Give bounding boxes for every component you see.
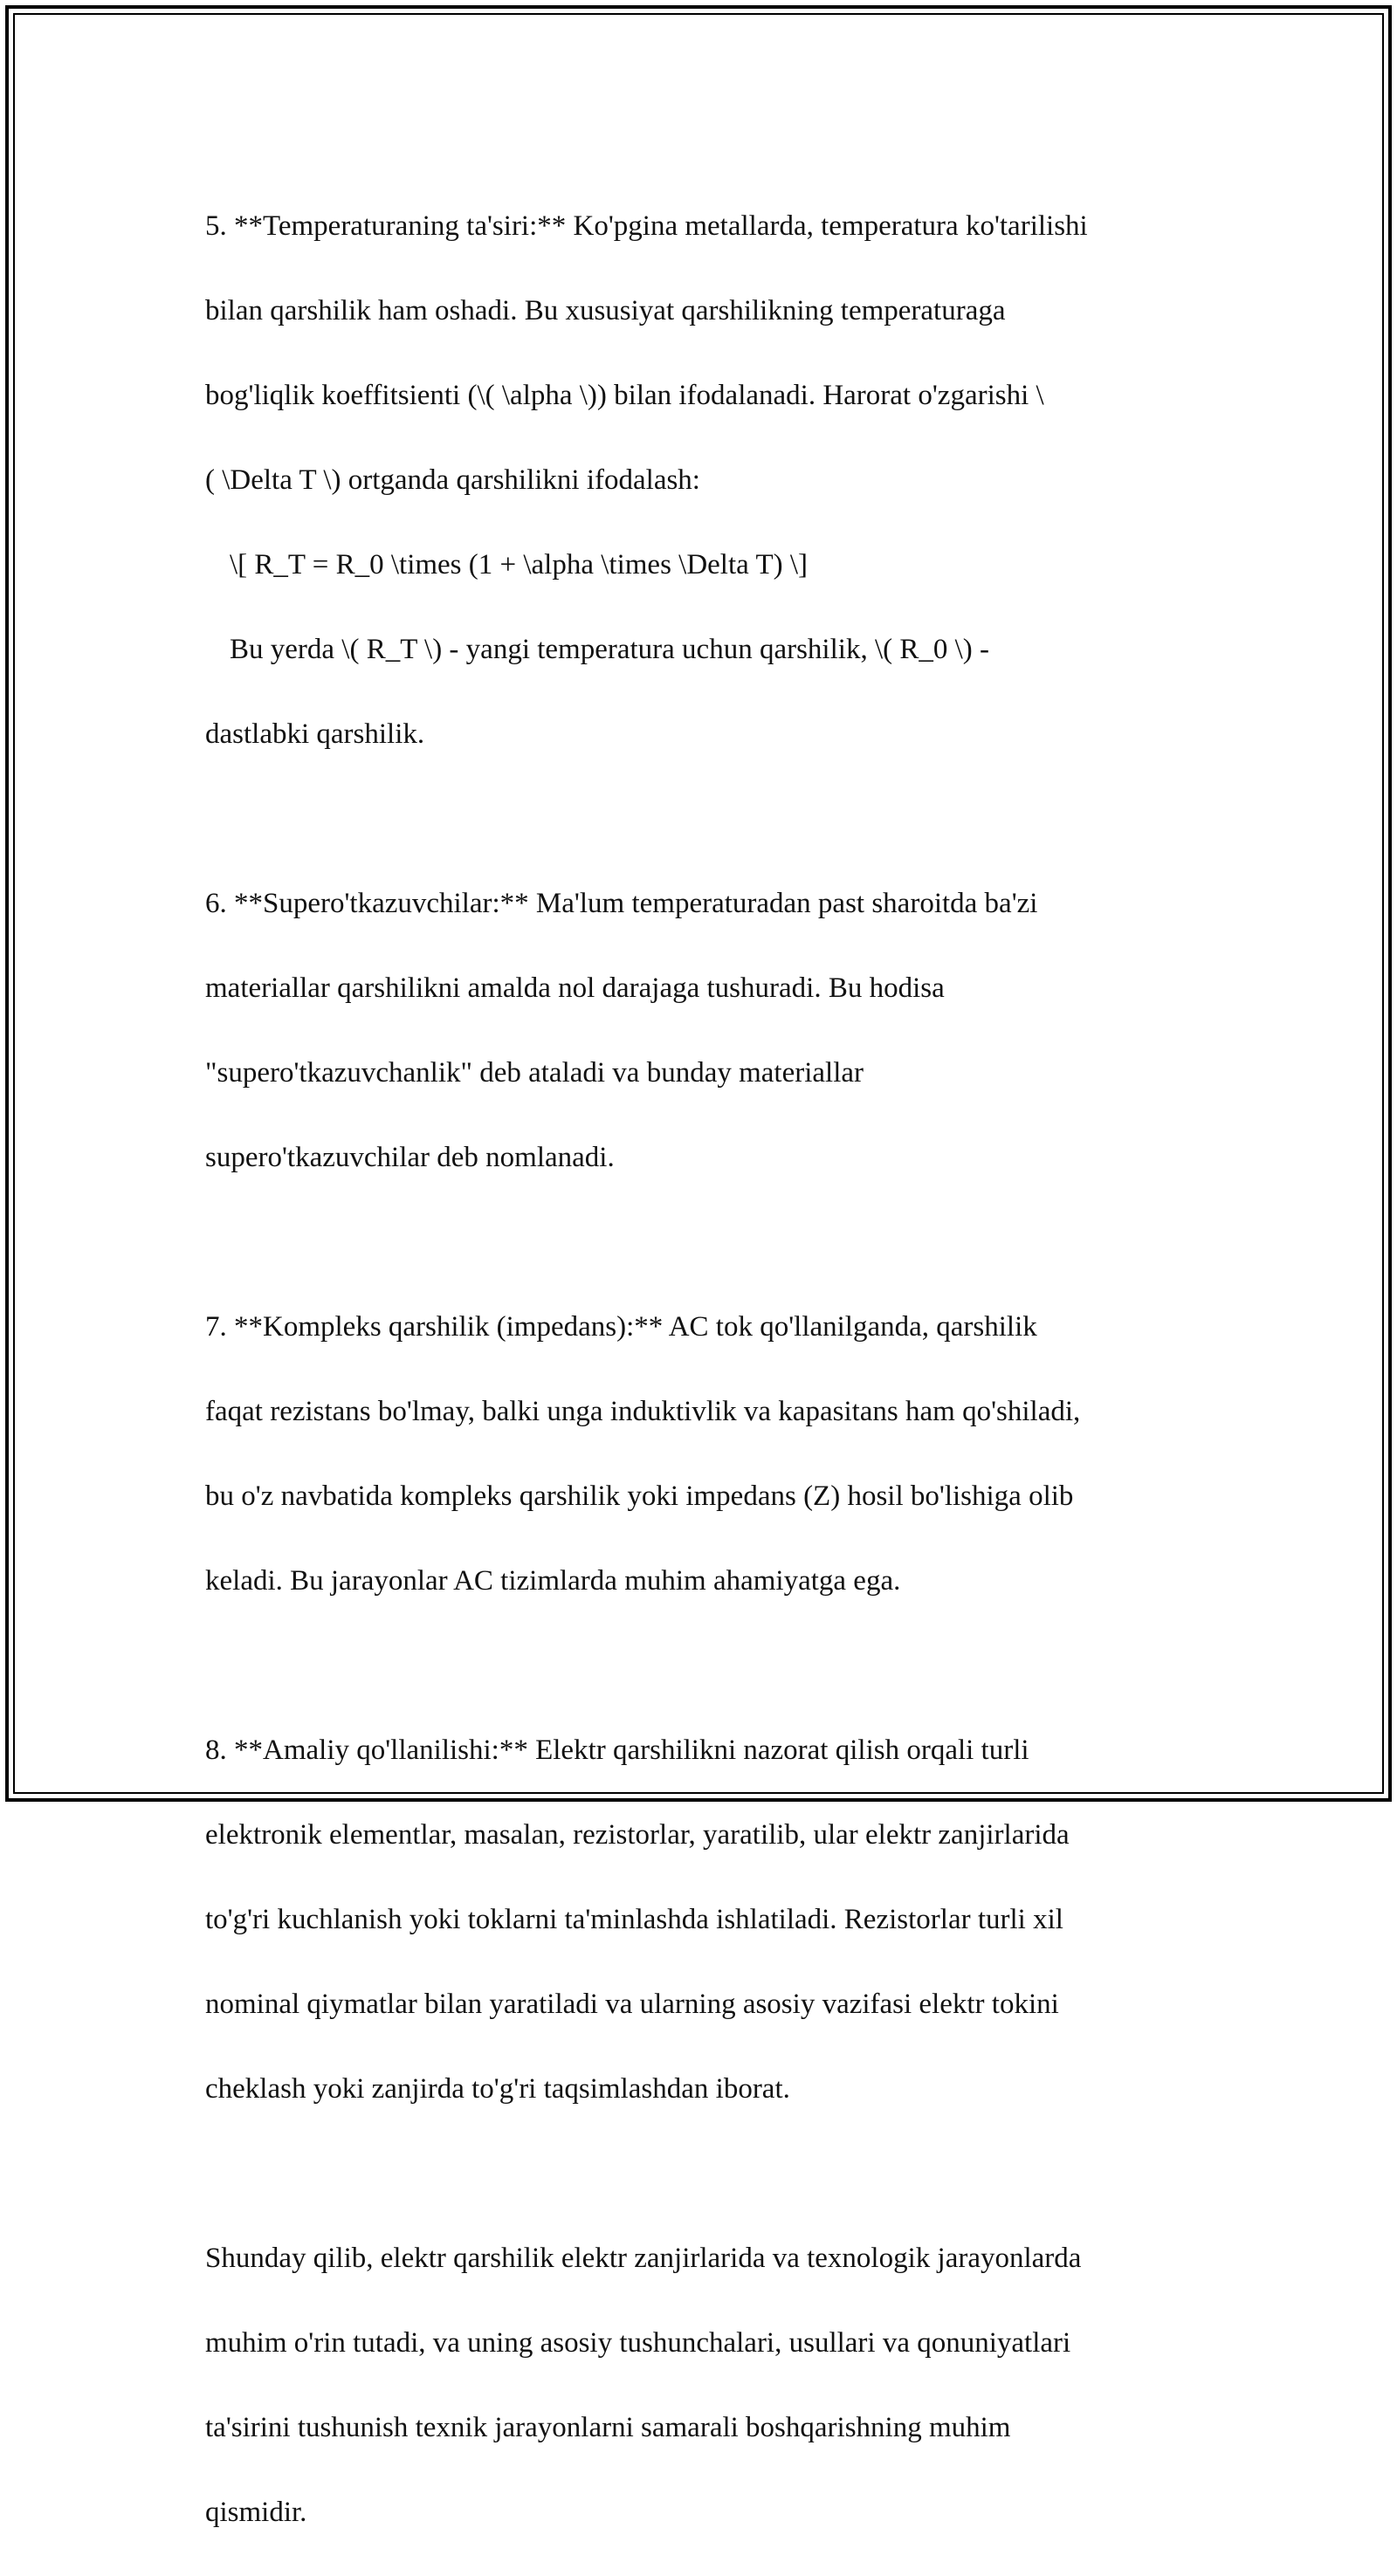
text-line: 7. **Kompleks qarshilik (impedans):** AC tok qo'llanilganda, qarshilik <box>205 1310 1037 1343</box>
text-line: faqat rezistans bo'lmay, balki unga induktivlik va kapasitans ham qo'shiladi, <box>205 1395 1081 1427</box>
section-practical-application <box>205 1686 1201 2153</box>
text-line: materiallar qarshilikni amalda nol darajaga tushuradi. Bu hodisa <box>205 972 945 1004</box>
text-line: 5. **Temperaturaning ta'siri:** Ko'pgina metallarda, temperatura ko'tarilishi <box>205 210 1088 242</box>
text-line: "supero'tkazuvchanlik" deb ataladi va bunday materiallar <box>205 1056 864 1089</box>
text-line: muhim o'rin tutadi, va uning asosiy tushunchalari, usullari va qonuniyatlari <box>205 2326 1071 2359</box>
text-line: supero'tkazuvchilar deb nomlanadi. <box>205 1141 615 1173</box>
document-body <box>205 162 1201 2576</box>
section-impedance <box>205 1263 1201 1645</box>
text-line: bog'liqlik koeffitsienti (\( \alpha \)) bilan ifodalanadi. Harorat o'zgarishi \ <box>205 379 1044 411</box>
text-line: nominal qiymatlar bilan yaratiladi va ularning asosiy vazifasi elektr tokini <box>205 1988 1059 2020</box>
text-line: 8. **Amaliy qo'llanilishi:** Elektr qarshilikni nazorat qilish orqali turli <box>205 1734 1029 1766</box>
text-line: ( \Delta T \) ortganda qarshilikni ifodalash: <box>205 464 700 496</box>
text-line: to'g'ri kuchlanish yoki toklarni ta'minlashda ishlatiladi. Rezistorlar turli xil <box>205 1903 1063 1935</box>
text-line: ta'sirini tushunish texnik jarayonlarni samarali boshqarishning muhim <box>205 2411 1011 2443</box>
text-line: elektronik elementlar, masalan, rezistorlar, yaratilib, ular elektr zanjirlarida <box>205 1818 1070 1851</box>
text-line: bu o'z navbatida kompleks qarshilik yoki impedans (Z) hosil bo'lishiga olib <box>205 1480 1074 1512</box>
formula-explanation-cont: dastlabki qarshilik. <box>205 718 425 750</box>
section-superconductors <box>205 840 1201 1221</box>
formula-explanation: Bu yerda \( R_T \) - yangi temperatura uchun qarshilik, \( R_0 \) - <box>230 633 990 665</box>
text-line: Shunday qilib, elektr qarshilik elektr zanjirlarida va texnologik jarayonlarda <box>205 2242 1082 2274</box>
formula-line: \[ R_T = R_0 \times (1 + \alpha \times \Delta T) \] <box>230 548 808 580</box>
text-line: qismidir. <box>205 2496 307 2528</box>
text-line: 6. **Supero'tkazuvchilar:** Ma'lum temperaturadan past sharoitda ba'zi <box>205 887 1038 919</box>
text-line: cheklash yoki zanjirda to'g'ri taqsimlashdan iborat. <box>205 2072 790 2105</box>
section-temperature-effect <box>205 162 1201 798</box>
text-line: bilan qarshilik ham oshadi. Bu xususiyat qarshilikning temperaturaga <box>205 294 1006 326</box>
section-conclusion <box>205 2195 1201 2576</box>
text-line: keladi. Bu jarayonlar AC tizimlarda muhim ahamiyatga ega. <box>205 1564 901 1597</box>
